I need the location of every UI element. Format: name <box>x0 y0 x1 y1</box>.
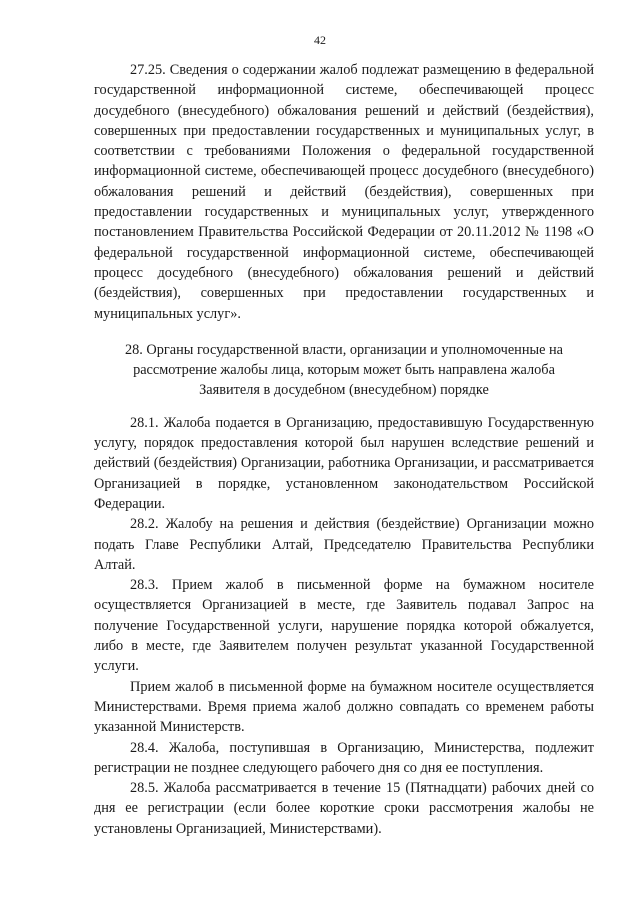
paragraph-28-4: 28.4. Жалоба, поступившая в Организацию, Министерства, подлежит регистрации не позднее следующего рабочего дня со дня ее поступления. <box>94 739 594 776</box>
section-heading-28: 28. Органы государственной власти, организации и уполномоченные на рассмотрение жалобы лица, которым может быть направлена жалоба Заявителя в досудебном (внесудебном) порядке <box>124 341 564 399</box>
paragraph-28-3-continuation: Прием жалоб в письменной форме на бумажном носителе осуществляется Министерствами. Время приема жалоб должно совпадать со временем работы указанной Министерств. <box>94 678 594 736</box>
paragraph-28-5: 28.5. Жалоба рассматривается в течение 15 (Пятнадцати) рабочих дней со дня ее регистрации (если более короткие сроки рассмотрения жалобы не установлены Организацией, Министерствами). <box>94 780 594 837</box>
paragraph-28-3: 28.3. Прием жалоб в письменной форме на бумажном носителе осуществляется Организацией в месте, где Заявитель подавал Запрос на получение Государственной услуги, нарушение порядка которой обжалуется, либо в месте, где Заявителем получен результат указанной Государственной услуги. <box>94 577 594 675</box>
paragraph-27-25: 27.25. Сведения о содержании жалоб подлежат размещению в федеральной государственной информационной системе, обеспечивающей процесс досудебного (внесудебного) обжалования решений и действий (бездействия), совершенных при предоставлении государственных и муниципальных услуг, в соответствии с требованиями Положения о федеральной государственной информационной системе, обеспечивающей процесс досудебного (внесудебного) обжалования решений и действий (бездействия), совершенных при предоставлении государственных и муниципальных услуг, утвержденного постановлением Правительства Российской Федерации от 20.11.2012 № 1198 «О федеральной государственной информационной системе, обеспечивающей процесс досудебного (внесудебного) обжалования решений и действий (бездействия), совершенных при предоставлении государственных и муниципальных услуг». <box>94 62 594 322</box>
page-number: 42 <box>314 33 326 47</box>
document-body <box>94 60 594 839</box>
paragraph-28-2: 28.2. Жалобу на решения и действия (бездействие) Организации можно подать Главе Республики Алтай, Председателю Правительства Республики Алтай. <box>94 516 594 573</box>
paragraph-28-1: 28.1. Жалоба подается в Организацию, предоставившую Государственную услугу, порядок предоставления которой был нарушен вследствие решений и действий (бездействия) Организации, работника Организации, и рассматривается Организацией в порядке, установленном законодательством Российской Федерации. <box>94 414 594 512</box>
